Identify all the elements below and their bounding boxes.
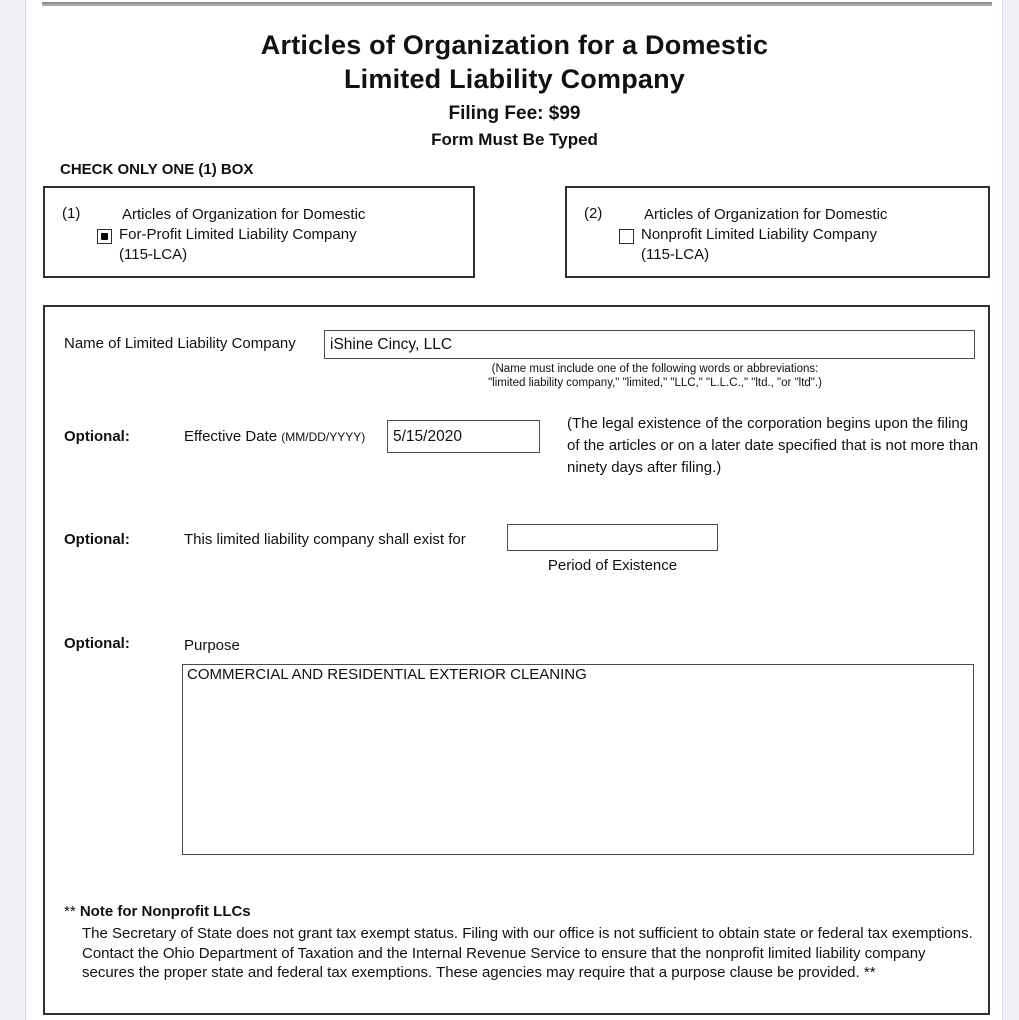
llc-name-input[interactable]: [324, 330, 975, 359]
nonprofit-checkbox[interactable]: [619, 229, 634, 244]
nonprofit-note-heading: [64, 903, 251, 920]
note-stars: **: [64, 903, 80, 920]
forprofit-checkbox[interactable]: [97, 229, 112, 244]
option-label-line3: (115-LCA): [119, 246, 188, 263]
purpose-optional-label: Optional:: [64, 635, 130, 652]
llc-name-hint: [430, 363, 880, 390]
period-of-existence-input[interactable]: [507, 524, 718, 551]
llc-name-hint-line1: (Name must include one of the following words or abbreviations:: [491, 363, 819, 375]
form-title: [27, 28, 1002, 96]
option-label-line3: (115-LCA): [641, 246, 710, 263]
purpose-label: Purpose: [184, 637, 240, 654]
option-box-nonprofit: [565, 186, 990, 278]
form-main-section: [43, 305, 990, 1015]
effective-date-note: (The legal existence of the corporation begins upon the filing of the articles or on a later date specified that is not more than ninety days after filing.): [567, 415, 979, 476]
option-label-line2: Nonprofit Limited Liability Company: [641, 226, 877, 243]
effective-date-label: [184, 428, 365, 445]
typed-note: Form Must Be Typed: [431, 130, 598, 149]
option-box-forprofit: [43, 186, 475, 278]
note-heading-text: Note for Nonprofit LLCs: [79, 903, 251, 920]
page-top-divider: [42, 2, 992, 6]
option-label-line1: Articles of Organization for Domestic: [122, 206, 366, 223]
option-label: [119, 205, 365, 265]
option-number: (1): [62, 205, 81, 222]
check-only-one-instruction: CHECK ONLY ONE (1) BOX: [60, 161, 254, 178]
effective-date-input[interactable]: [387, 420, 540, 453]
period-label: This limited liability company shall exist for: [184, 531, 466, 548]
form-title-line1: Articles of Organization for a Domestic: [260, 30, 769, 60]
period-optional-label: Optional:: [64, 531, 130, 548]
checkbox-mark-icon: [101, 233, 108, 240]
option-number: (2): [584, 205, 603, 222]
option-label-line2: For-Profit Limited Liability Company: [119, 226, 357, 243]
effective-date-optional-label: Optional:: [64, 428, 130, 445]
form-header: [27, 28, 1002, 150]
purpose-textarea[interactable]: [182, 664, 974, 855]
page-margin-left: [0, 0, 26, 1020]
option-label-line1: Articles of Organization for Domestic: [644, 206, 888, 223]
nonprofit-note-body: The Secretary of State does not grant tax exempt status. Filing with our office is not sufficient to obtain state or federal tax exemptions. Contact the Ohio Department of Taxation and the Internal Revenue Service to ensure that the nonprofit limited liability company secures the proper state and federal tax exemptions. These agencies may require that a purpose clause be provided. **: [82, 925, 973, 981]
effective-date-format-hint: (MM/DD/YYYY): [281, 430, 366, 444]
period-of-existence-caption: Period of Existence: [547, 557, 678, 574]
llc-name-hint-line2: "limited liability company," "limited," "LLC," "L.L.C.," "ltd., "or "ltd".): [488, 376, 822, 389]
llc-name-label: Name of Limited Liability Company: [64, 335, 296, 352]
option-label: [641, 205, 887, 265]
page-margin-right: [1002, 0, 1019, 1020]
filing-fee: Filing Fee: $99: [448, 103, 581, 124]
effective-date-label-text: Effective Date: [184, 428, 282, 445]
form-title-line2: Limited Liability Company: [343, 64, 686, 94]
